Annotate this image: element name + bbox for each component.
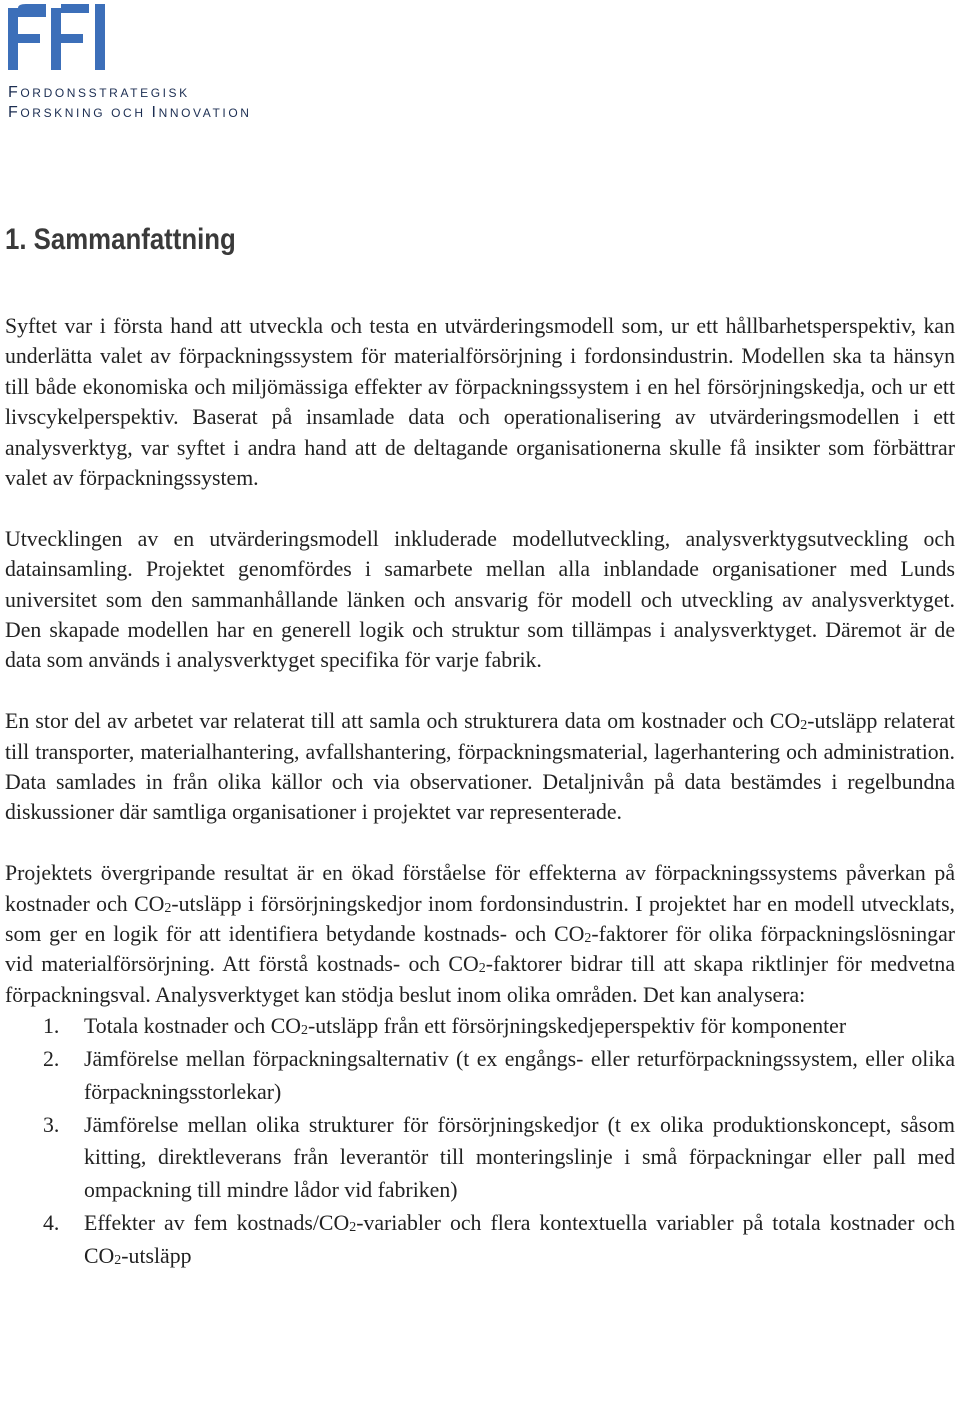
analysis-list [5,1010,955,1272]
logo-tagline-line-2: FORSKNING OCH INNOVATION [8,104,252,121]
list-item: 3. Jämförelse mellan olika strukturer för försörjningskedjor (t ex olika produktionskoncept, såsom kitting, direktleverans från leverantör till monteringslinje i små förpackningar eller pall med ompackning till mindre lådor vid fabriken) [43,1112,955,1203]
list-item: 1. Totala kostnader och $CO_2$-utsläpp från ett försörjningskedjeperspektiv för komponenter [43,1014,847,1039]
ffi-logo [6,2,116,74]
paragraph-purpose: Syftet var i första hand att utveckla och testa en utvärderingsmodell som, ur ett hållbarhetsperspektiv, kan underlätta valet av förpackningssystem för materialförsörjning i fordonsindustrin. Modellen ska ta hänsyn till både ekonomiska och miljömässiga effekter av förpackningssystem i en hel försörjningskedja, och ur ett livscykelperspektiv. Baserat på insamlade data och operationalisering av utvärderingsmodellen i ett analysverktyg, var syftet i andra hand att de deltagande organisationerna skulle få insikter som förbättrar valet av förpackningssystem. [5,314,955,491]
paragraph-results: Projektets övergripande resultat är en ökad förståelse för effekterna av förpackningssystems påverkan på kostnader och $CO_2$-utsläpp i försörjningskedjor inom fordonsindustrin. I projektet har en modell utvecklats, som ger en logik för att identifiera betydande kostnads- och $CO_2$-faktorer för olika förpackningslösningar vid materialförsörjning. Att förstå kostnads- och $CO_2$-faktorer bidrar till att skapa riktlinjer för medvetna förpackningsval. Analysverktyget kan stödja beslut inom olika områden. Det kan analysera: [5,861,956,1007]
page-header [6,2,306,122]
list-item: 4. Effekter av fem kostnads/$CO_2$-variabler och flera kontextuella variabler på totala kostnader och $CO_2$-utsläpp [43,1211,955,1268]
paragraph-data-collection: En stor del av arbetet var relaterat till att samla och strukturera data om kostnader och $CO_2$-utsläpp relaterat till transporter, materialhantering, avfallshantering, förpackningsmaterial, lagerhantering och administration. Data samlades in från olika källor och via observationer. Detaljnivån på data bestämdes i regelbundna diskussioner där samtliga organisationer i projektet var representerade. [5,709,955,825]
paragraph-development: Utvecklingen av en utvärderingsmodell inkluderade modellutveckling, analysverktygsutveckling och datainsamling. Projektet genomfördes i samarbete mellan alla inblandade organisationer med Lunds universitet som den sammanhållande länken och ansvarig för modell och utveckling av analysverktyget. Den skapade modellen har en generell logik och struktur som tillämpas i analysverktyget. Däremot är de data som används i analysverktyget specifika för varje fabrik. [5,526,955,673]
list-item: 2. Jämförelse mellan förpackningsalternativ (t ex engångs- eller returförpackningssystem, eller olika förpackningsstorlekar) [43,1047,955,1104]
document-body [5,220,955,1273]
logo-tagline-line-1: FORDONSSTRATEGISK [8,84,190,101]
section-heading: 1. Sammanfattning [5,223,236,256]
